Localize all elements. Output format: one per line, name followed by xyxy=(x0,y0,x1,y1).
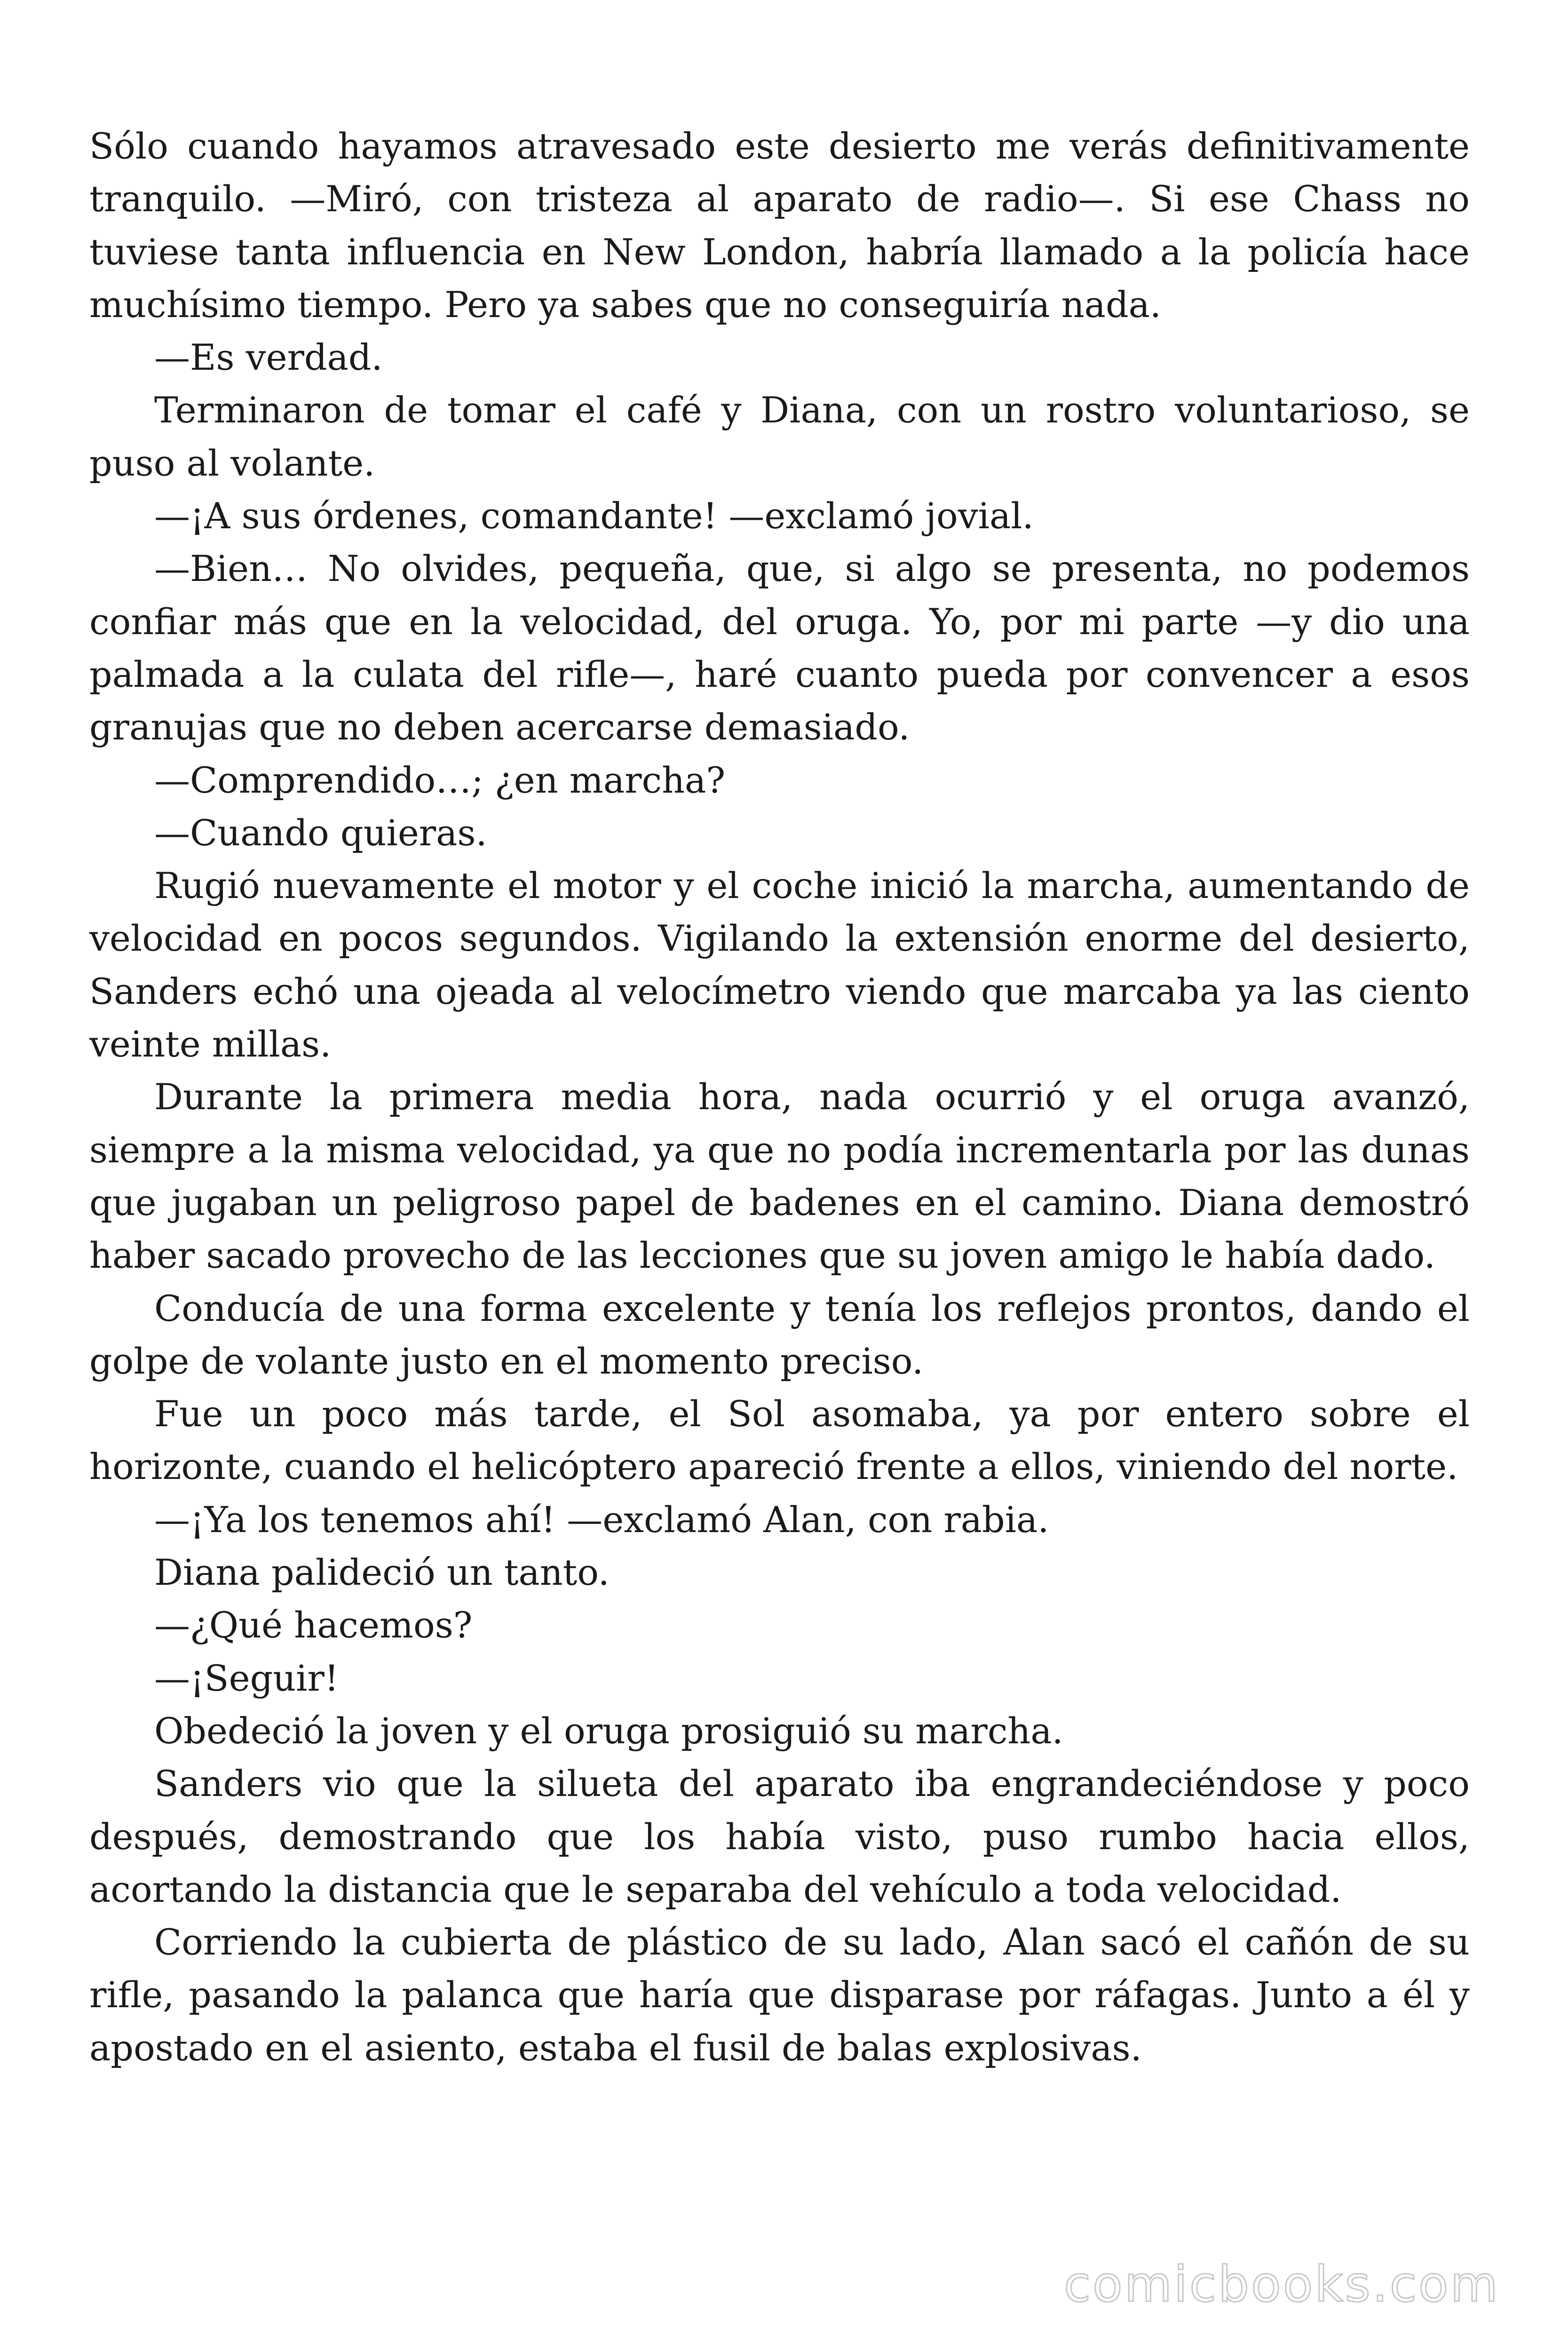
paragraph: —¡A sus órdenes, comandante! —exclamó jovial. xyxy=(154,495,1034,537)
paragraph: Conducía de una forma excelente y tenía los reflejos prontos, dando el golpe de volante justo en el momento preciso. xyxy=(89,1287,1470,1382)
paragraph: —Comprendido…; ¿en marcha? xyxy=(154,759,726,801)
paragraph: Obedeció la joven y el oruga prosiguió su marcha. xyxy=(154,1709,1063,1752)
paragraph: Diana palideció un tanto. xyxy=(154,1551,610,1594)
watermark: comicbooks.com xyxy=(1063,2256,1500,2313)
page-body-text xyxy=(89,120,1470,2074)
paragraph: —Bien… No olvides, pequeña, que, si algo se presenta, no podemos confiar más que en la velocidad, del oruga. Yo, por mi parte —y dio una palmada a la culata del rifle—, haré cuanto pueda por convencer a esos granujas que no deben acercarse demasiado. xyxy=(89,548,1470,748)
paragraph: Rugió nuevamente el motor y el coche inició la marcha, aumentando de velocidad en pocos segundos. Vigilando la extensión enorme del desierto, Sanders echó una ojeada al velocímetro viendo que marcaba ya las ciento veinte millas. xyxy=(89,865,1470,1065)
paragraph: —Cuando quieras. xyxy=(154,811,487,854)
paragraph: —¿Qué hacemos? xyxy=(154,1604,473,1646)
paragraph: Durante la primera media hora, nada ocurrió y el oruga avanzó, siempre a la misma velocidad, ya que no podía incrementarla por las dunas que jugaban un peligroso papel de badenes en el camino. Diana demostró haber sacado provecho de las lecciones que su joven amigo le había dado. xyxy=(89,1076,1470,1277)
paragraph: —¡Seguir! xyxy=(154,1657,339,1699)
paragraph: Fue un poco más tarde, el Sol asomaba, ya por entero sobre el horizonte, cuando el helicóptero apareció frente a ellos, viniendo del norte. xyxy=(89,1393,1470,1488)
paragraph: Sanders vio que la silueta del aparato iba engrandeciéndose y poco después, demostrando que los había visto, puso rumbo hacia ellos, acortando la distancia que le separaba del vehículo a toda velocidad. xyxy=(89,1763,1470,1910)
paragraph: —Es verdad. xyxy=(154,336,383,379)
paragraph: Terminaron de tomar el café y Diana, con un rostro voluntarioso, se puso al volante. xyxy=(89,389,1470,484)
paragraph: Sólo cuando hayamos atravesado este desierto me verás definitivamente tranquilo. —Miró, con tristeza al aparato de radio—. Si ese Chass no tuviese tanta influencia en New London, habría llamado a la policía hace muchísimo tiempo. Pero ya sabes que no conseguiría nada. xyxy=(89,125,1470,326)
paragraph: —¡Ya los tenemos ahí! —exclamó Alan, con rabia. xyxy=(154,1498,1049,1541)
paragraph: Corriendo la cubierta de plástico de su lado, Alan sacó el cañón de su rifle, pasando la palanca que haría que disparase por ráfagas. Junto a él y apostado en el asiento, estaba el fusil de balas explosivas. xyxy=(89,1921,1470,2069)
